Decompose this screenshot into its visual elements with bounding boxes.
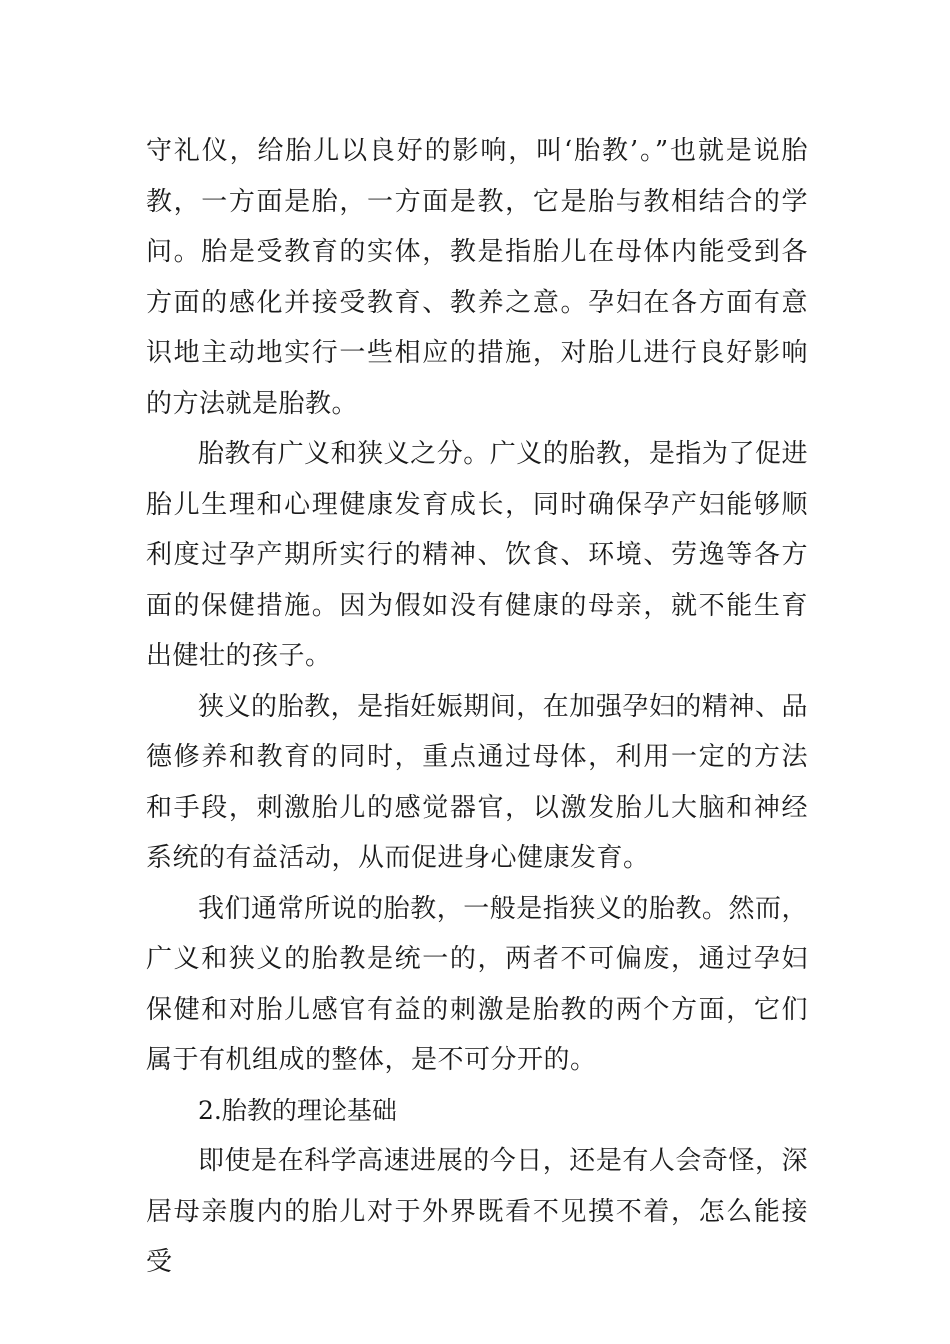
paragraph-narrow-definition: 狭义的胎教，是指妊娠期间，在加强孕妇的精神、品德修养和教育的同时，重点通过母体，利用一定的方法和手段，刺激胎儿的感觉器官，以激发胎儿大脑和神经系统的有益活动，从而促进身心健康发育。 bbox=[146, 691, 808, 873]
section-heading: 2.胎教的理论基础 bbox=[198, 1095, 397, 1125]
paragraph-continuation: 守礼仪，给胎儿以良好的影响，叫‘胎教’。”也就是说胎教，一方面是胎，一方面是教，它是胎与教相结合的学问。胎是受教育的实体，教是指胎儿在母体内能受到各方面的感化并接受教育、教养之意。孕妇在各方面有意识地主动地实行一些相应的措施，对胎儿进行良好影响的方法就是胎教。 bbox=[146, 136, 808, 419]
paragraph-theory-intro: 即使是在科学高速进展的今日，还是有人会奇怪，深居母亲腹内的胎儿对于外界既看不见摸不着，怎么能接受 bbox=[146, 1146, 808, 1277]
paragraph-broad-narrow-definition: 胎教有广义和狭义之分。广义的胎教，是指为了促进胎儿生理和心理健康发育成长，同时确保孕产妇能够顺利度过孕产期所实行的精神、饮食、环境、劳逸等各方面的保健措施。因为假如没有健康的母亲，就不能生育出健壮的孩子。 bbox=[146, 439, 808, 671]
document-body bbox=[146, 126, 808, 1288]
paragraph-unity: 我们通常所说的胎教，一般是指狭义的胎教。然而，广义和狭义的胎教是统一的，两者不可偏废，通过孕妇保健和对胎儿感官有益的刺激是胎教的两个方面，它们属于有机组成的整体，是不可分开的。 bbox=[146, 893, 808, 1075]
